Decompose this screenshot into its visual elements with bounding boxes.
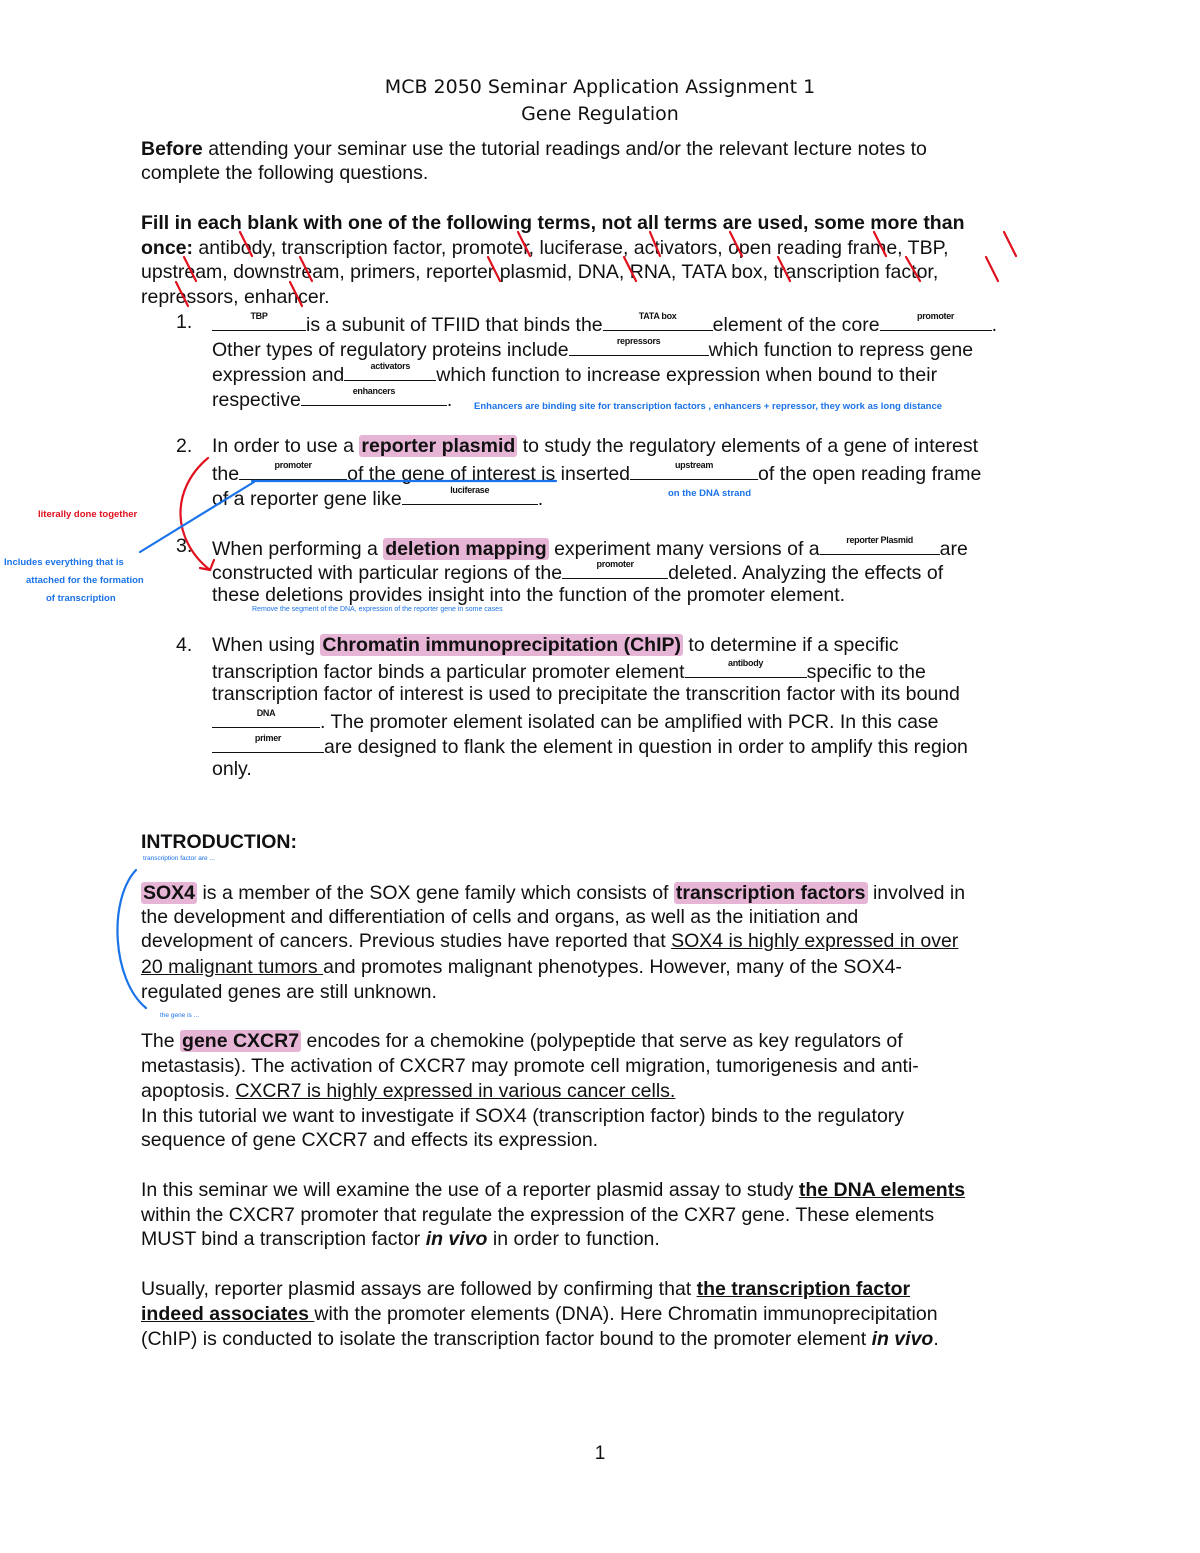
question-3-number: 3. bbox=[176, 535, 193, 557]
p1-line-2: the development and differentiation of cells and organs, as well as the initiation and bbox=[141, 906, 859, 928]
p2-line-1 bbox=[141, 1029, 903, 1053]
q1-text-1: is a subunit of TFIID that binds the bbox=[306, 314, 603, 336]
q2-text-1: In order to use a bbox=[212, 435, 360, 457]
q2-blank-2[interactable] bbox=[630, 459, 758, 480]
q3-text-1: When performing a bbox=[212, 538, 384, 560]
p3-underline-bold-1: the DNA elements bbox=[798, 1179, 966, 1201]
q4-text-7: are designed to flank the element in question in order to amplify this region bbox=[324, 736, 968, 758]
p2-underline-1: CXCR7 is highly expressed in various cancer cells. bbox=[235, 1080, 676, 1102]
q1-blank-6[interactable] bbox=[301, 385, 447, 406]
p3-text-4: in order to function. bbox=[487, 1228, 660, 1250]
p3-line-1 bbox=[141, 1178, 965, 1202]
q2-answer-2: upstream bbox=[674, 460, 714, 470]
blue-margin-note-1: Includes everything that is bbox=[4, 557, 124, 568]
q3-text-4: constructed with particular regions of the bbox=[212, 562, 563, 584]
p4-text-1: Usually, reporter plasmid assays are followed by confirming that bbox=[141, 1278, 697, 1300]
q4-line-3: transcription factor of interest is used to precipitate the transcrition factor with its bound bbox=[212, 683, 960, 705]
q3-line-3: these deletions provides insight into the function of the promoter element. bbox=[212, 584, 846, 606]
p3-text-3: MUST bind a transcription factor bbox=[141, 1228, 426, 1250]
intro-line-2: complete the following questions. bbox=[141, 162, 429, 184]
p3-in-vivo: in vivo bbox=[425, 1228, 488, 1250]
q3-answer-1: reporter Plasmid bbox=[846, 535, 913, 545]
p2-line-4: In this tutorial we want to investigate if SOX4 (transcription factor) binds to the regulatory bbox=[141, 1105, 905, 1127]
p2-line-5: sequence of gene CXCR7 and effects its expression. bbox=[141, 1129, 599, 1151]
p2-text-4: apoptosis. bbox=[141, 1080, 236, 1102]
p4-text-3: (ChIP) is conducted to isolate the transcription factor bound to the promoter element bbox=[141, 1328, 872, 1350]
q1-line-4 bbox=[212, 385, 452, 412]
p2-line-3 bbox=[141, 1079, 675, 1103]
q1-blank-1[interactable] bbox=[212, 310, 306, 331]
p4-underline-bold-1: the transcription factor bbox=[696, 1278, 911, 1300]
blue-margin-note-2: attached for the formation bbox=[26, 575, 144, 586]
instructions-line-1: Fill in each blank with one of the following terms, not all terms are used, some more than bbox=[141, 212, 965, 234]
p1-text-1: is a member of the SOX gene family which consists of bbox=[197, 882, 674, 904]
p1-text-4: development of cancers. Previous studies have reported that bbox=[141, 930, 672, 952]
q1-answer-6: enhancers bbox=[352, 386, 396, 396]
before-bold: Before bbox=[141, 138, 203, 160]
q4-answer-1: antibody bbox=[728, 658, 764, 668]
q1-text-3: . bbox=[991, 314, 997, 336]
q4-answer-3: primer bbox=[254, 733, 282, 743]
intro-side-note-top: transcription factor are ... bbox=[143, 855, 215, 862]
document-title: MCB 2050 Seminar Application Assignment 1 bbox=[384, 76, 816, 98]
q1-handwritten-note: Enhancers are binding site for transcription factors , enhancers + repressor, they work as long distance bbox=[474, 401, 943, 412]
deletion-mapping-highlight: deletion mapping bbox=[385, 538, 547, 560]
q2-text-6: of a reporter gene like bbox=[212, 488, 402, 510]
q4-text-4: specific to the bbox=[806, 661, 926, 683]
p4-line-2 bbox=[141, 1302, 938, 1326]
q2-text-3: the bbox=[212, 463, 240, 485]
q3-handwritten-note: Remove the segment of the DNA, expression of the reporter gene in some cases bbox=[252, 606, 503, 613]
q2-blank-1[interactable] bbox=[239, 459, 347, 480]
blue-margin-note-3: of transcription bbox=[46, 593, 116, 604]
q4-text-1: When using bbox=[212, 634, 321, 656]
p3-text-1: In this seminar we will examine the use of a reporter plasmid assay to study bbox=[141, 1179, 799, 1201]
q4-blank-3[interactable] bbox=[212, 732, 324, 753]
q2-line-2 bbox=[212, 459, 981, 486]
strike-mark bbox=[1004, 232, 1016, 256]
p4-in-vivo: in vivo bbox=[871, 1328, 934, 1350]
instructions-line-4: repressors, enhancer. bbox=[141, 286, 330, 308]
q1-line-2 bbox=[212, 335, 973, 362]
red-margin-note: literally done together bbox=[38, 509, 138, 520]
q3-text-3: are bbox=[939, 538, 968, 560]
document-subtitle: Gene Regulation bbox=[521, 103, 679, 125]
page-number: 1 bbox=[594, 1443, 606, 1464]
q2-text-4: of the gene of interest is inserted bbox=[347, 463, 631, 485]
q1-blank-5[interactable] bbox=[344, 360, 436, 381]
q1-blank-4[interactable] bbox=[569, 335, 709, 356]
q3-line-2 bbox=[212, 558, 943, 585]
q1-text-4: Other types of regulatory proteins include bbox=[212, 339, 569, 361]
q4-text-3: transcription factor binds a particular promoter element bbox=[212, 661, 685, 683]
q2-text-5: of the open reading frame bbox=[758, 463, 982, 485]
q2-blank-3[interactable] bbox=[402, 484, 538, 505]
intro-text: attending your seminar use the tutorial readings and/or the relevant lecture notes to bbox=[202, 138, 927, 160]
p1-text-5: and promotes malignant phenotypes. However, many of the SOX4- bbox=[323, 956, 902, 978]
p1-text-2: involved in bbox=[867, 882, 966, 904]
q4-blank-1[interactable] bbox=[685, 657, 807, 678]
p1-underline-2: 20 malignant tumors bbox=[141, 956, 324, 978]
q2-answer-3: luciferase bbox=[450, 485, 490, 495]
q4-text-6: . The promoter element isolated can be amplified with PCR. In this case bbox=[320, 711, 939, 733]
intro-side-note-bottom: the gene is ... bbox=[160, 1012, 200, 1019]
intro-line-1 bbox=[141, 137, 927, 161]
q2-text-7: . bbox=[537, 488, 544, 510]
q2-handwritten-note: on the DNA strand bbox=[668, 488, 752, 499]
q4-answer-2: DNA bbox=[256, 708, 276, 718]
q1-blank-2[interactable] bbox=[603, 310, 713, 331]
q2-text-2: to study the regulatory elements of a gene of interest bbox=[517, 435, 978, 457]
q1-text-7: which function to increase expression when bound to their bbox=[436, 364, 938, 386]
question-2-number: 2. bbox=[176, 435, 193, 457]
q4-line-2 bbox=[212, 657, 926, 684]
q3-text-2: experiment many versions of a bbox=[548, 538, 820, 560]
sox4-highlight: SOX4 bbox=[143, 882, 196, 904]
terms-list-1: antibody, transcription factor, promoter, luciferase, activators, open reading frame, TBP, bbox=[193, 237, 949, 259]
p3-line-2: within the CXCR7 promoter that regulate the expression of the CXR7 gene. These elements bbox=[141, 1204, 935, 1226]
q1-text-8: respective bbox=[212, 389, 301, 411]
q1-answer-3: promoter bbox=[917, 311, 955, 321]
strike-mark bbox=[986, 257, 998, 281]
q3-blank-1[interactable] bbox=[820, 534, 940, 555]
p1-line-4 bbox=[141, 955, 902, 979]
instructions-line-2 bbox=[141, 236, 949, 260]
chip-highlight: Chromatin immunoprecipitation (ChIP) bbox=[322, 634, 681, 656]
q4-line-5 bbox=[212, 732, 968, 759]
p1-underline-1: SOX4 is highly expressed in over bbox=[671, 930, 959, 952]
q1-text-2: element of the core bbox=[712, 314, 880, 336]
question-1-number: 1. bbox=[176, 311, 193, 333]
question-4-number: 4. bbox=[176, 634, 193, 656]
instructions-line-3: upstream, downstream, primers, reporter plasmid, DNA, RNA, TATA box, transcription factor, bbox=[141, 261, 939, 283]
p2-text-2: encodes for a chemokine (polypeptide that serve as key regulators of bbox=[301, 1030, 903, 1052]
q3-answer-2: promoter bbox=[596, 559, 634, 569]
q1-text-5: which function to repress gene bbox=[708, 339, 974, 361]
q1-answer-5: activators bbox=[370, 361, 411, 371]
p1-line-5: regulated genes are still unknown. bbox=[141, 981, 437, 1003]
q1-answer-4: repressors bbox=[616, 336, 661, 346]
q1-answer-1: TBP bbox=[250, 311, 268, 321]
transcription-factors-highlight: transcription factors bbox=[675, 882, 866, 904]
once-bold: once: bbox=[141, 237, 194, 259]
p4-text-2: with the promoter elements (DNA). Here Chromatin immunoprecipitation bbox=[314, 1303, 938, 1325]
p1-line-3 bbox=[141, 929, 958, 953]
q1-text-9: . bbox=[446, 389, 453, 411]
introduction-heading: INTRODUCTION: bbox=[141, 831, 297, 853]
p2-text-1: The bbox=[141, 1030, 181, 1052]
gene-cxcr7-highlight: gene CXCR7 bbox=[182, 1030, 300, 1052]
q2-answer-1: promoter bbox=[274, 460, 312, 470]
q3-blank-2[interactable] bbox=[562, 558, 668, 579]
p4-text-4: . bbox=[933, 1328, 939, 1350]
q4-line-6: only. bbox=[212, 758, 252, 780]
p3-line-3 bbox=[141, 1227, 660, 1251]
p4-line-3 bbox=[141, 1327, 939, 1351]
q1-blank-3[interactable] bbox=[880, 310, 992, 331]
q3-text-5: deleted. Analyzing the effects of bbox=[668, 562, 944, 584]
q1-answer-2: TATA box bbox=[638, 311, 677, 321]
p4-line-1 bbox=[141, 1277, 910, 1301]
q4-text-2: to determine if a specific bbox=[683, 634, 899, 656]
q4-blank-2[interactable] bbox=[212, 707, 320, 728]
p1-line-1 bbox=[141, 881, 965, 905]
p4-underline-bold-2: indeed associates bbox=[141, 1303, 315, 1325]
reporter-plasmid-highlight: reporter plasmid bbox=[361, 435, 516, 457]
p2-line-2: metastasis). The activation of CXCR7 may promote cell migration, tumorigenesis and anti- bbox=[141, 1055, 919, 1077]
q1-text-6: expression and bbox=[212, 364, 345, 386]
q2-line-3 bbox=[212, 484, 543, 511]
